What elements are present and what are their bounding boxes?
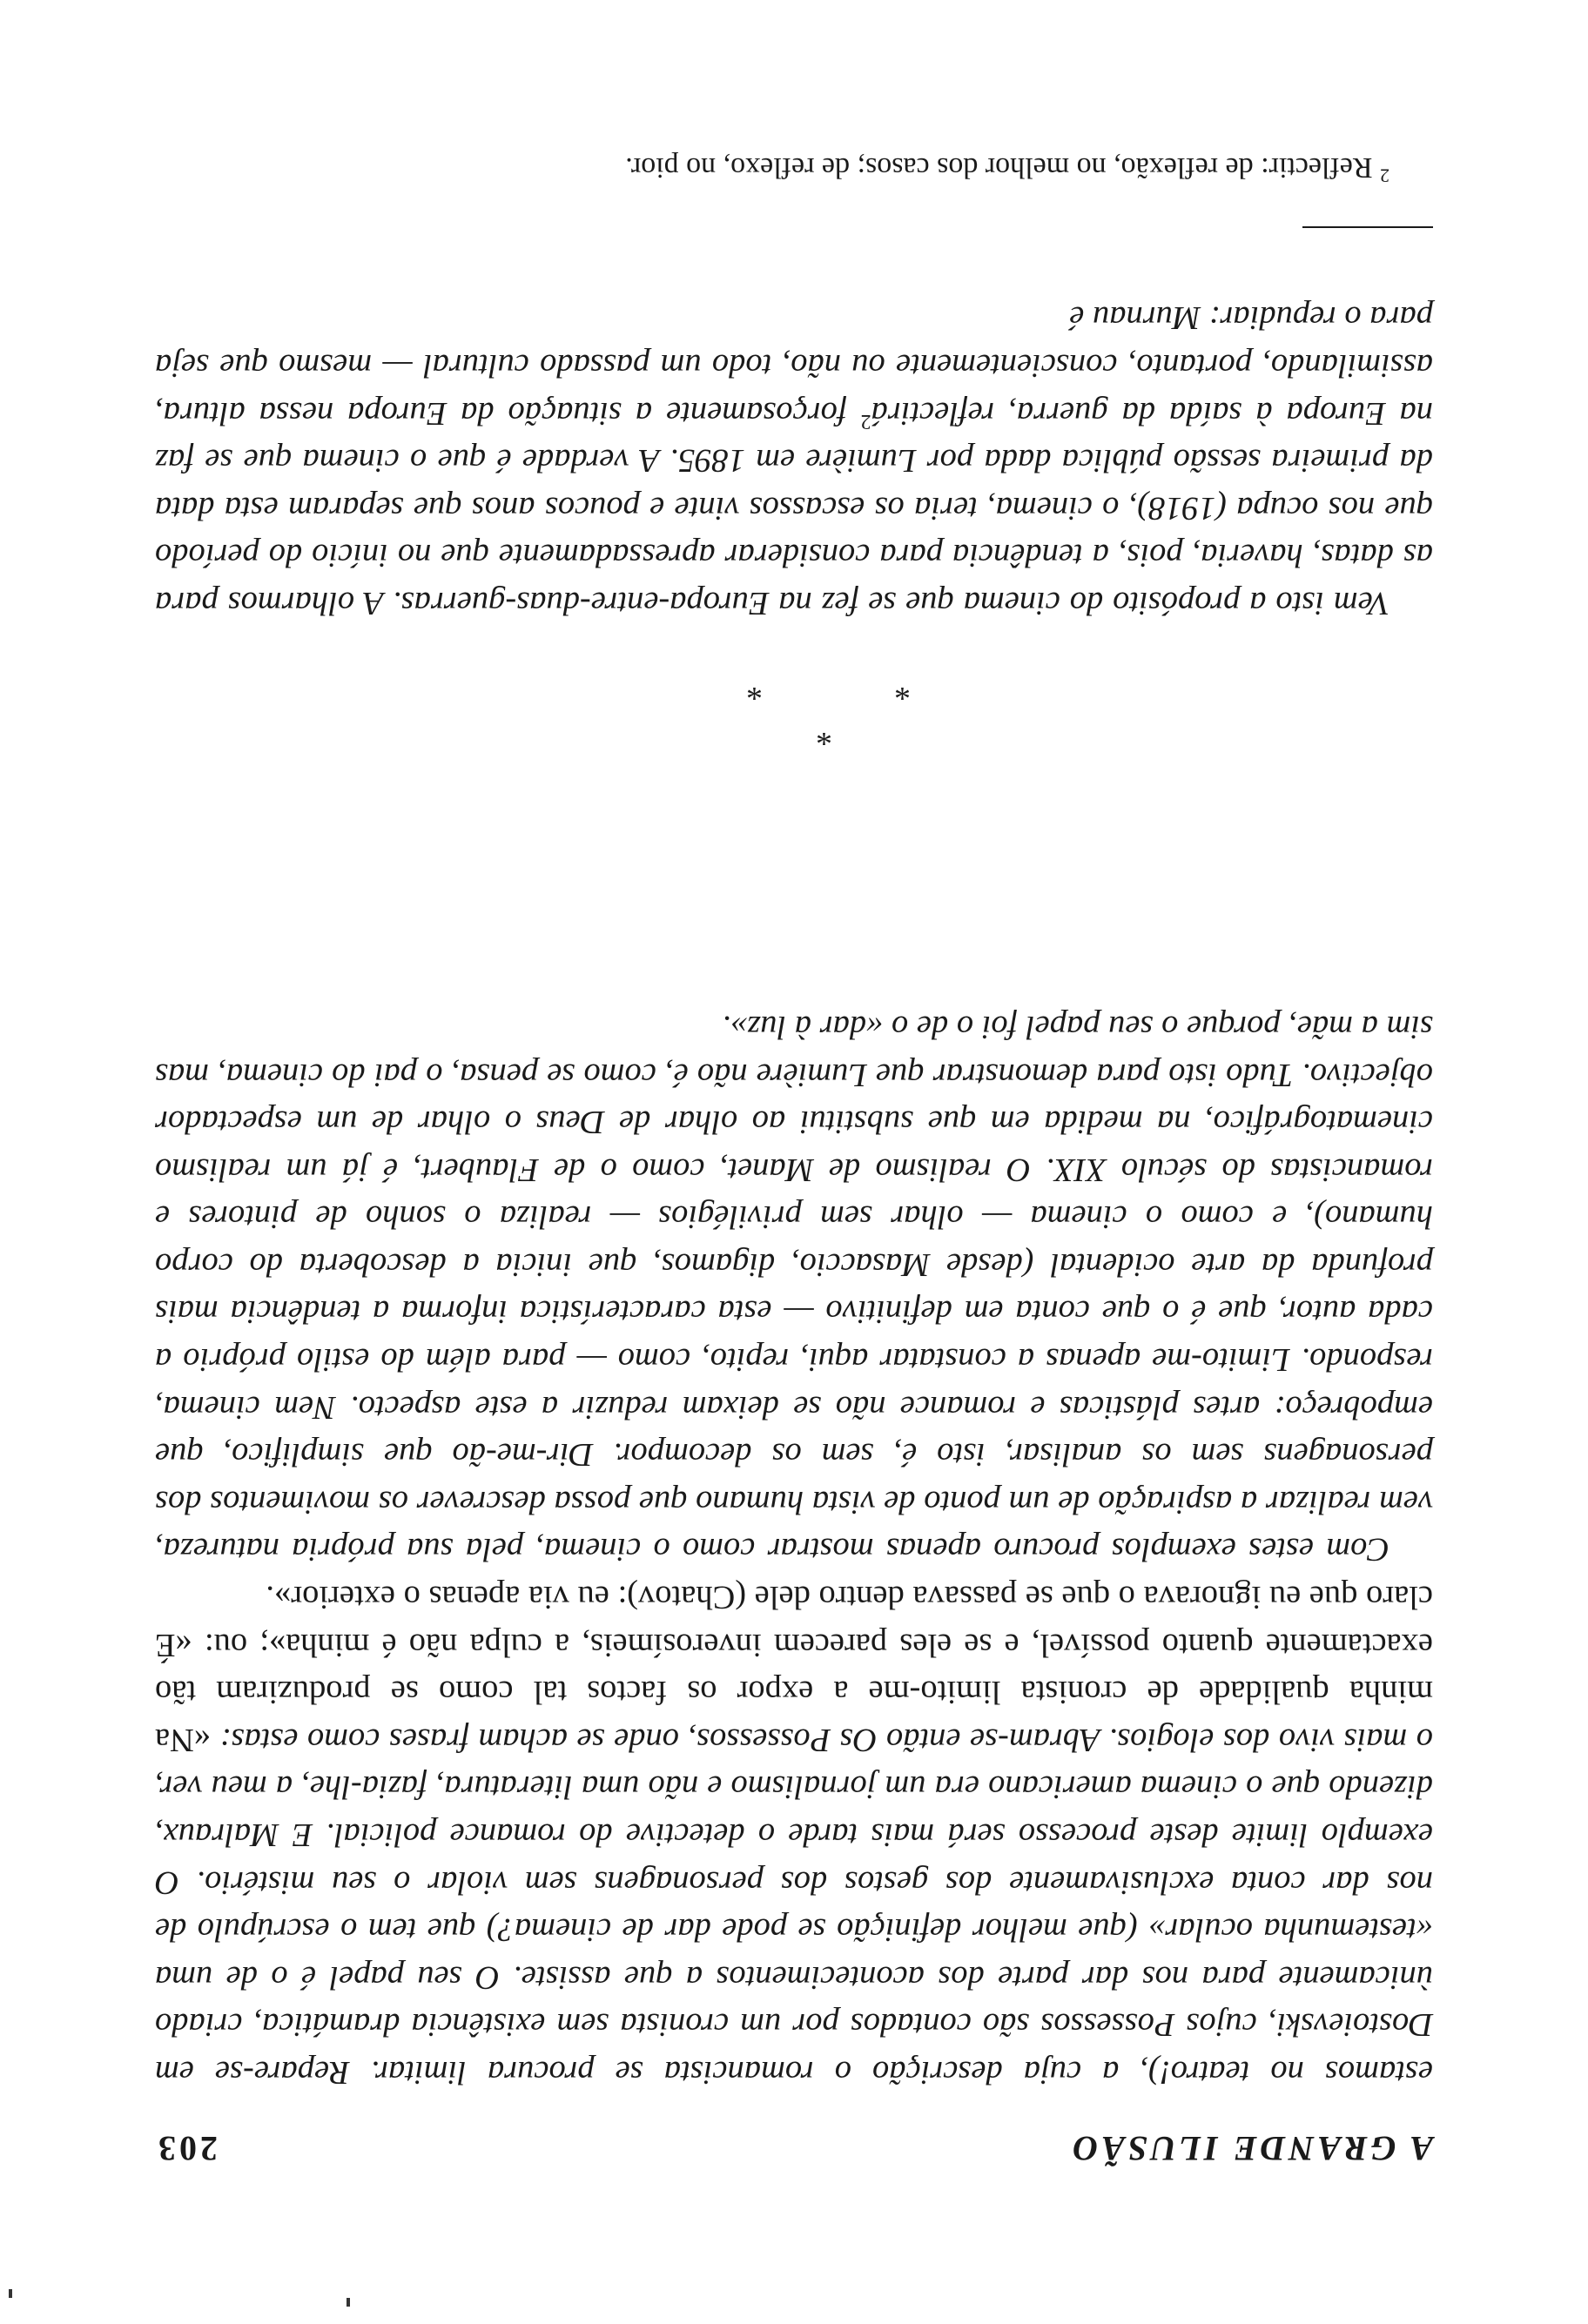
paragraph-text: Vem isto a propósito do cinema que se fez na Europa-entre-duas-guerras. A olharmos para as datas, haveria, pois, a tendência para considerar apressadamente que no início do período que nos ocupa (1918), o cinema, teria os escassos vinte e poucos anos que separam esta data da primeira sessão pública dada por Lumière em 1895. A verdade é que o cinema que se faz na Europa à saída da guerra, reflectirá (155, 394, 1433, 621)
section-break (155, 657, 1433, 753)
scan-mark (347, 2298, 350, 2307)
footnote-divider (1302, 226, 1433, 228)
paragraph: Com estes exemplos procuro apenas mostrar como o cinema, pela sua própria natureza, vem realizar a aspiração de um ponto de vista humano que possa descrever os movimentos dos personagens sem os analisar, isto é, sem os decompor. Dir-me-ão que simplifico, que empobreço: artes plásticas e romance não se deixam reduzir a este aspecto. Nem cinema, respondo. Limito-me apenas a constatar aqui, repito, como — para além do estilo próprio a cada autor, que é o que conta em definitivo — esta característica informa a tendência mais profunda da arte ocidental (desde Masaccio, digamos, que inicia a descoberta do corpo humano), e como o cinema — olhar sem privilégios — realiza o sonho de pintores e romancistas do século XIX. O realismo de Manet, como o de Flaubert, é já um realismo cinematográfico, na medida em que substitui ao olhar de Deus o olhar de um espectador objectivo. Tudo isto para demonstrar que Lumière não é, como se pensa, o pai do cinema, mas sim a mãe, porque o seu papel foi o de o «dar à luz». (155, 1008, 1433, 1568)
page-number: 203 (155, 2129, 218, 2168)
paragraph (155, 294, 1433, 627)
footnote-text: Reflectir: de reflexão, no melhor dos casos; de reflexo, no pior. (625, 151, 1373, 184)
body-text (155, 1003, 1433, 2096)
asterisk: * (894, 670, 911, 707)
footnote-reference: 2 (860, 409, 871, 433)
paragraph (155, 1573, 1433, 2096)
footnote (155, 147, 1390, 187)
section-two-text (155, 294, 1433, 627)
scan-mark (9, 2289, 12, 2298)
asterisk: * (816, 715, 832, 752)
running-head (155, 2126, 1433, 2169)
paragraph-text: estamos no teatro!), a cuja descrição o romancista se procura limitar. Repare-se em Dostoievski, cujos Possessos são contados por um cronista sem existência dramática, criado ùnicamente para nos dar parte dos acontecimentos a que assiste. O seu papel é o de uma «testemunha ocular» (que melhor definição se pode dar de cinema?) que tem o escrúpulo de nos dar conta exclusivamente dos gestos dos personagens sem violar o seu mistério. O exemplo limite deste processo será mais tarde o detective do romance policial. E Malraux, dizendo que o cinema americano era um jornalismo e não uma literatura, fazia-lhe, a meu ver, o mais vivo dos elogios. Abram-se então Os Possessos, onde se acham frases como estas: (155, 1721, 1433, 2091)
footnote-marker: 2 (1380, 165, 1390, 187)
running-head-title: A GRANDE ILUSÃO (1069, 2129, 1433, 2168)
asterisk: * (746, 670, 763, 707)
paragraph-text: forçosamente a situação da Europa nessa altura, assimilando, portanto, conscientemente ou não, todo um passado cultural — mesmo que seja para o repudiar: Murnau é (154, 299, 1433, 432)
quoted-passage: «Na minha qualidade de cronista limito-me a expor os factos tal como se produziram tão exactamente quanto possível, e se eles parecem inverosímeis, a culpa não é minha»; ou: «É claro que eu ignorava o que se passava dentro dele (Chatov): eu via apenas o exterior». (155, 1579, 1433, 1758)
